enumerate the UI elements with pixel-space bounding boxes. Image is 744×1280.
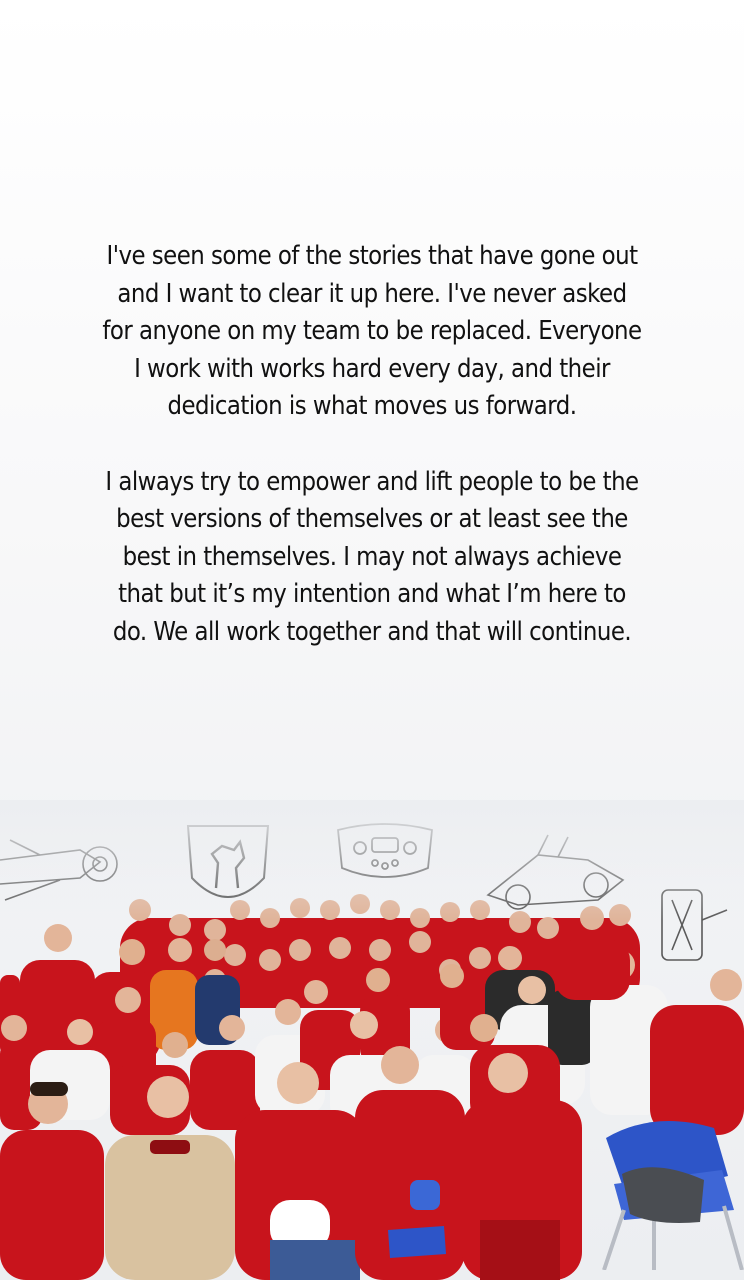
blue-chair-right (594, 1110, 744, 1270)
photo-fade-overlay (0, 800, 744, 920)
statement-paragraph-2: I always try to empower and lift people to be the best versions of themselves or at least see the best in themselves. I may not always achieve that but it’s my intention and what I’m here to do. We all work together and that will continue. (105, 466, 639, 647)
team-photo (0, 800, 744, 1280)
statement-paragraph-1: I've seen some of the stories that have gone out and I want to clear it up here. I've never asked for anyone on my team to be replaced. Everyone I work with works hard every day, and their dedication is what moves us forward. (102, 241, 642, 422)
statement-text (99, 238, 645, 652)
blue-chair-center (382, 1220, 452, 1270)
